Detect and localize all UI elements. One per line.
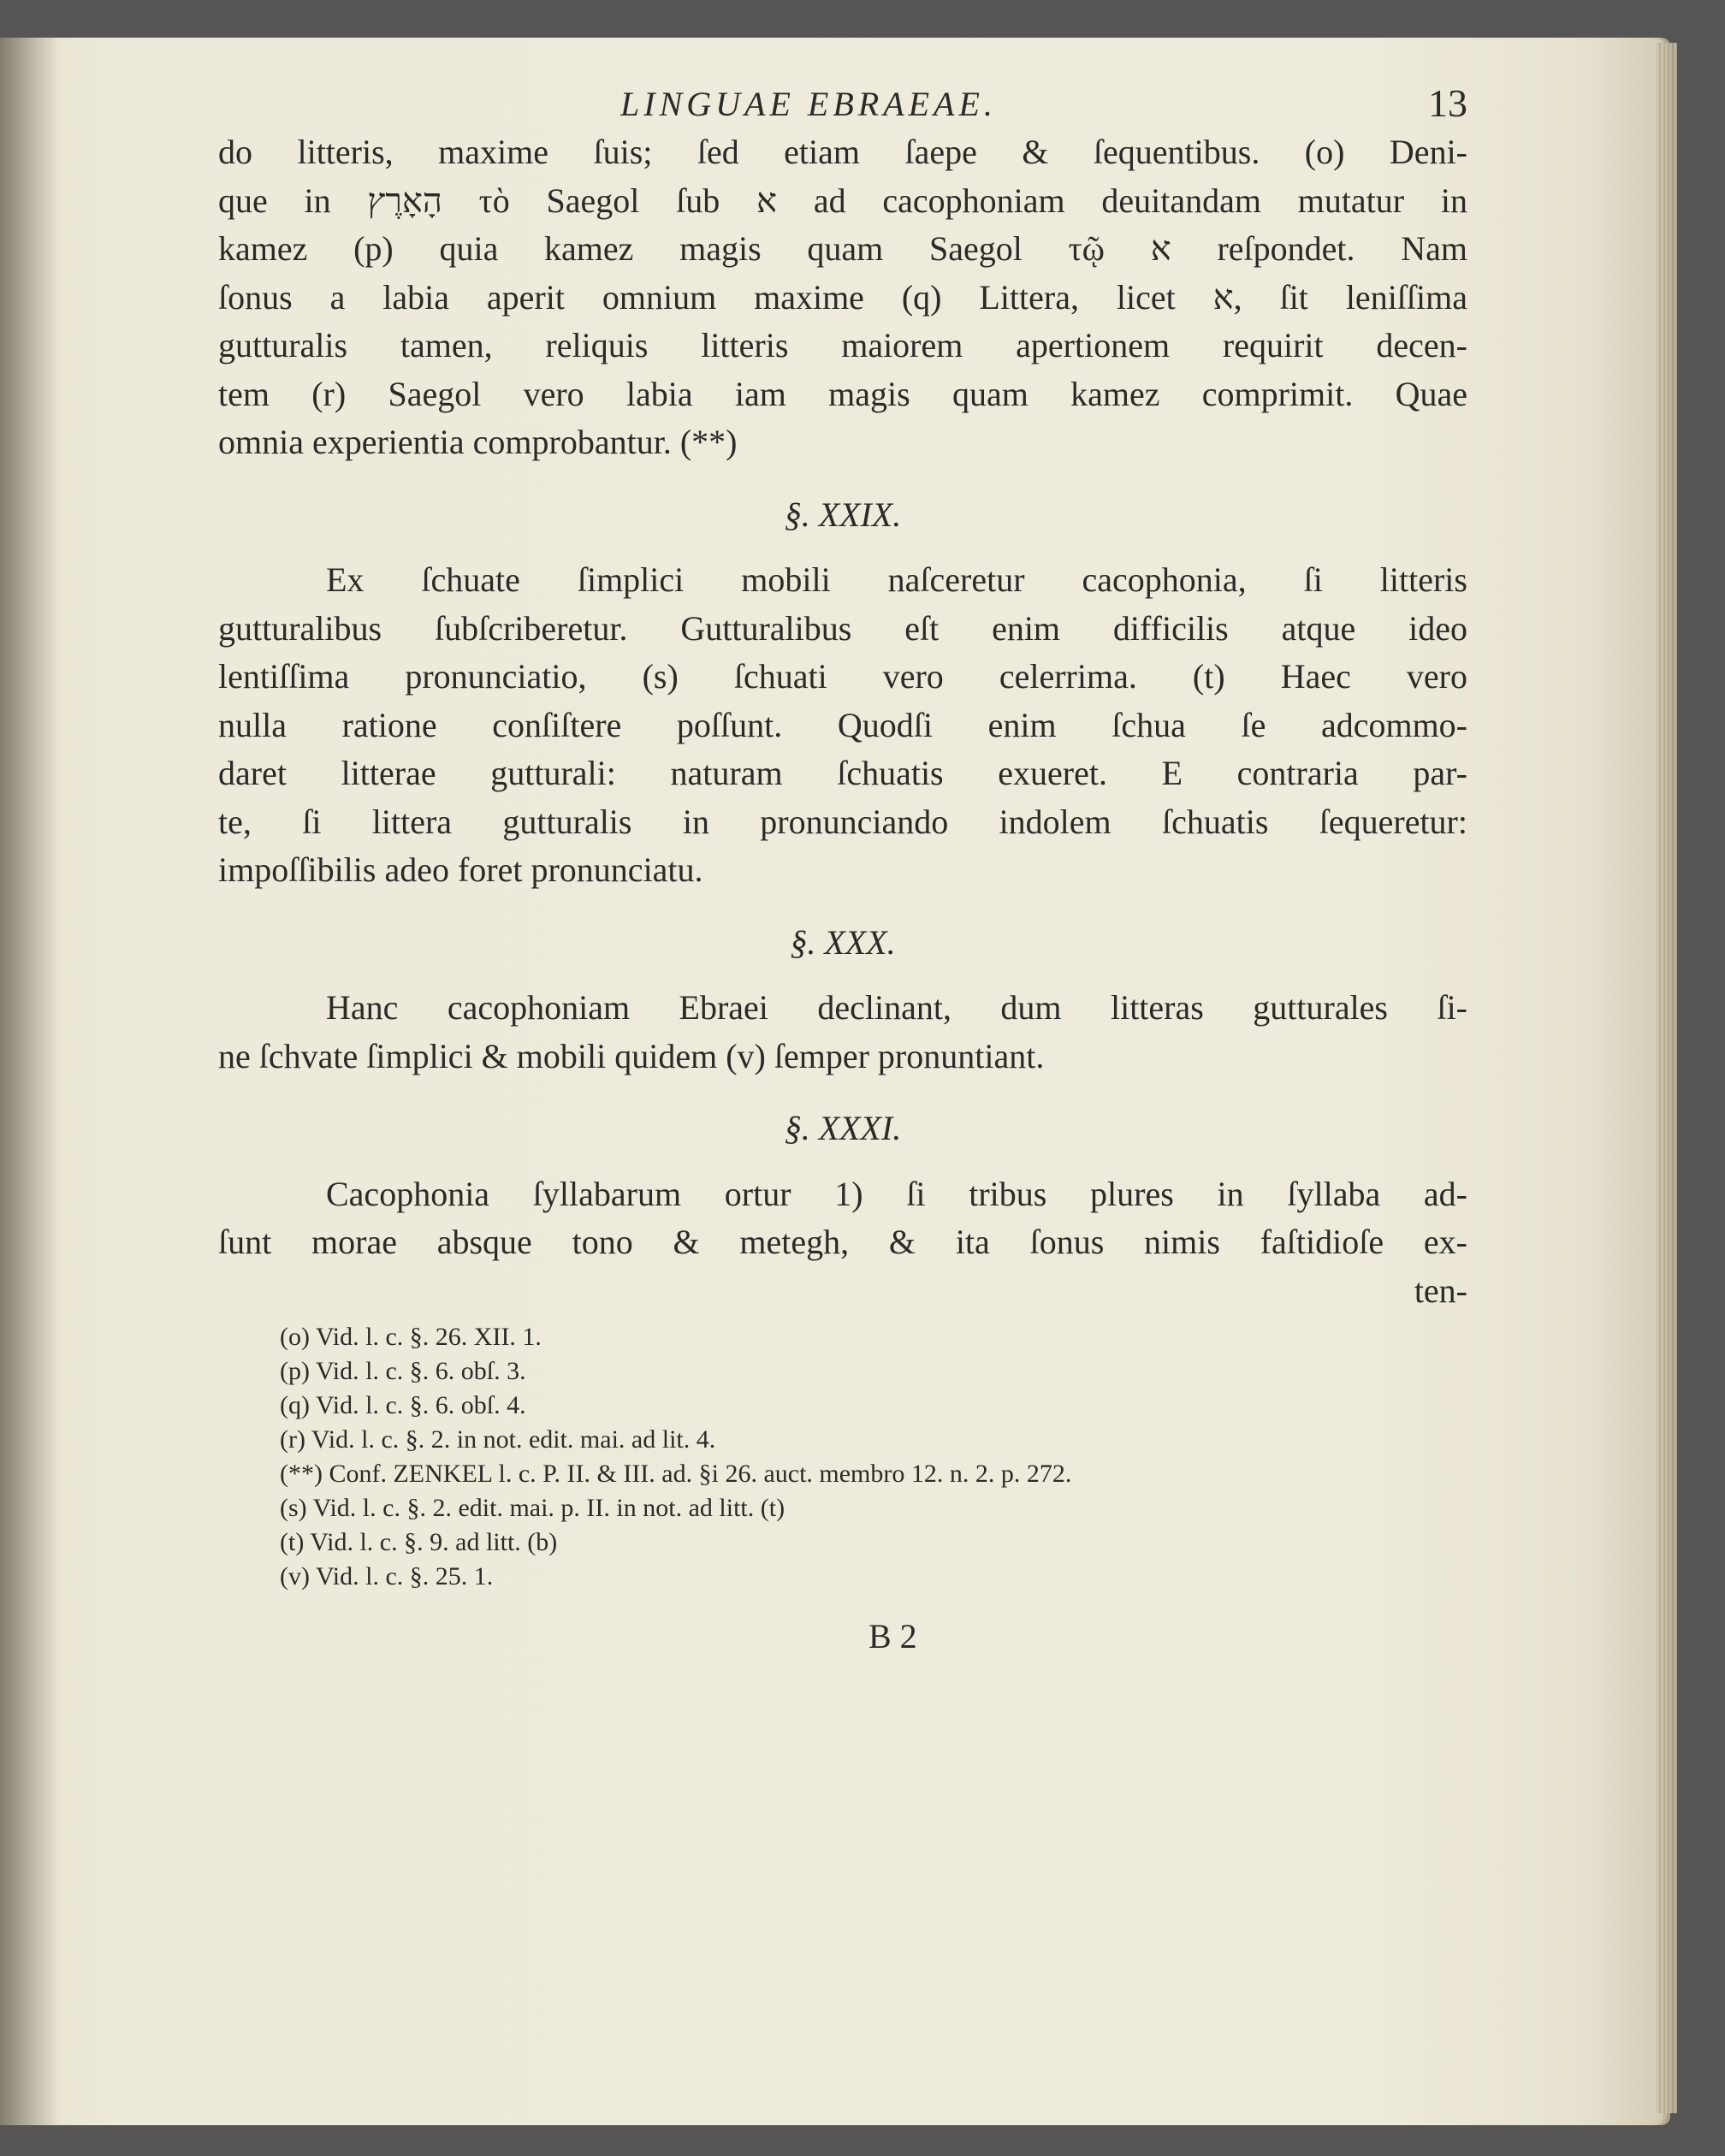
signature-mark: B 2 — [868, 1617, 917, 1656]
catchword: ten- — [1414, 1270, 1467, 1310]
footnote: (r) Vid. l. c. §. 2. in not. edit. mai. ad lit. 4. — [280, 1425, 716, 1454]
running-head-title: LINGUAE EBRAEAE. — [620, 85, 997, 123]
running-head — [218, 77, 1467, 128]
text-line: tem (r) Saegol vero labia iam magis quam kamez comprimit. Quae — [218, 374, 1467, 413]
text-line: Ex ſchuate ſimplici mobili naſceretur cacophonia, ſi litteris — [326, 560, 1467, 599]
text-line: impoſſibilis adeo foret pronunciatu. — [218, 850, 703, 889]
text-line: ſonus a labia aperit omnium maxime (q) Littera, licet א, ſit leniſſima — [218, 277, 1468, 317]
footnote: (o) Vid. l. c. §. 26. XII. 1. — [280, 1323, 542, 1351]
text-line: daret litterae gutturali: naturam ſchuatis exueret. E contraria par- — [218, 754, 1467, 792]
text-line: ne ſchvate ſimplici & mobili quidem (v) ſemper pronuntiant. — [218, 1036, 1045, 1075]
footnote: (v) Vid. l. c. §. 25. 1. — [280, 1562, 494, 1590]
text-line: Cacophonia ſyllabarum ortur 1) ſi tribus plures in ſyllaba ad- — [326, 1174, 1467, 1213]
footnote: (**) Conf. ZENKEL l. c. P. II. & III. ad. §i 26. auct. membro 12. n. 2. p. 272. — [280, 1460, 1072, 1488]
text-line: do litteris, maxime ſuis; ſed etiam ſaepe & ſequentibus. (o) Deni- — [218, 133, 1467, 171]
text-line: te, ſi littera gutturalis in pronunciando indolem ſchuatis ſequeretur: — [218, 802, 1467, 841]
text-line: gutturalibus ſubſcriberetur. Gutturalibus eſt enim difficilis atque ideo — [218, 608, 1467, 648]
page-text-block — [218, 77, 1467, 1664]
section-30-text — [218, 984, 1467, 1081]
text-line: gutturalis tamen, reliquis litteris maiorem apertionem requirit decen- — [218, 326, 1467, 364]
text-line: Hanc cacophoniam Ebraei declinant, dum litteras gutturales ſi- — [326, 988, 1467, 1027]
footnote: (s) Vid. l. c. §. 2. edit. mai. p. II. in not. ad litt. (t) — [280, 1494, 785, 1522]
footnote: (t) Vid. l. c. §. 9. ad litt. (b) — [280, 1528, 558, 1556]
section-heading-31: §. XXXI. — [784, 1109, 902, 1147]
text-line: kamez (p) quia kamez magis quam Saegol τῷ א reſpondet. Nam — [218, 229, 1467, 268]
text-line: que in הָאָרֶץ τὸ Saegol ſub א ad cacophoniam deuitandam mutatur in — [218, 181, 1467, 220]
footnotes — [280, 1320, 1467, 1594]
section-heading-29: §. XXIX. — [784, 495, 902, 534]
text-line: ſunt morae absque tono & metegh, & ita ſonus nimis faſtidioſe ex- — [218, 1223, 1467, 1261]
page-edges — [1657, 43, 1677, 2113]
paragraph-continuation — [218, 128, 1467, 467]
page-number: 13 — [1428, 81, 1467, 125]
text-line: lentiſſima pronunciatio, (s) ſchuati vero celerrima. (t) Haec vero — [218, 657, 1467, 696]
gutter-shadow — [0, 38, 60, 2125]
section-heading-30: §. XXX. — [790, 922, 896, 962]
text-line: nulla ratione conſiſtere poſſunt. Quodſi enim ſchua ſe adcommo- — [218, 705, 1467, 744]
text-line: omnia experientia comprobantur. (**) — [218, 423, 738, 461]
section-31-text — [218, 1170, 1467, 1316]
footnote: (q) Vid. l. c. §. 6. obſ. 4. — [280, 1391, 526, 1419]
section-29-text — [218, 556, 1467, 895]
footnote: (p) Vid. l. c. §. 6. obſ. 3. — [280, 1357, 526, 1385]
